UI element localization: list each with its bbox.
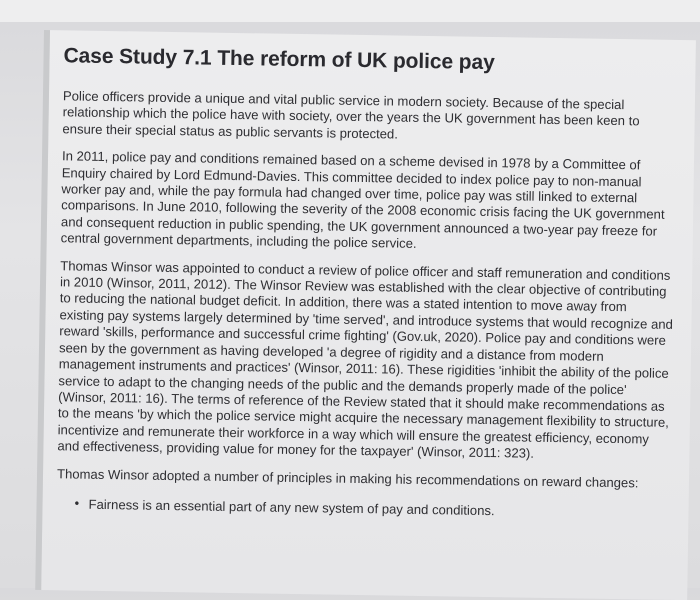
list-item	[74, 496, 670, 521]
case-study-title: Case Study 7.1 The reform of UK police pay	[63, 44, 495, 75]
principles-list	[56, 496, 670, 522]
paragraph-intro: Police officers provide a unique and vital public service in modern society. Because of the special relationship which the police have with society, over the years the UK government has been keen to ensure their special status as public servants is protected.	[62, 88, 640, 142]
paragraph-principles-intro: Thomas Winsor adopted a number of principles in making his recommendations on reward changes:	[56, 465, 639, 490]
page-top-margin	[0, 0, 700, 22]
paragraph-winsor-review: Thomas Winsor was appointed to conduct a review of police officer and staff remuneration and conditions in 2010 (Winsor, 2011, 2012). The Winsor Review was established with the clear objective of contributing to reducing the national budget deficit. In addition, there was a stated intention to move away from existing pay systems largely determined by 'time served', and introduce systems that would recognize and reward 'skills, performance and successful crime fighting' (Gov.uk, 2020). Police pay and conditions were seen by the government as having developed 'a degree of rigidity and a distance from modern management instruments and practices' (Winsor, 2011: 16). These rigidities 'inhibit the ability of the police service to adapt to the changing needs of the public and the demands properly made of the police' (Winsor, 2011: 16). The terms of reference of the Review stated that it should make recommendations as to the means 'by which the police service might acquire the necessary management flexibility to structure, incentivize and remunerate their workforce in a way which will ensure the greatest efficiency, economy and effectiveness, providing value for money for the taxpayer' (Winsor, 2011: 323).	[57, 257, 674, 461]
list-item-text: Fairness is an essential part of any new system of pay and conditions.	[88, 496, 495, 519]
bullet-icon: •	[74, 495, 80, 511]
paragraph-history: In 2011, police pay and conditions remained based on a scheme devised in 1978 by a Committee of Enquiry chaired by Lord Edmund-Davies. This committee decided to index police pay to non-manual worker pay and, while the pay formula had changed over time, police pay was still linked to external comparisons. In June 2010, following the severity of the 2008 economic crisis facing the UK government and consequent reduction in public spending, the UK government announced a two-year pay freeze for central government departments, including the police service.	[60, 148, 665, 252]
case-study-content	[42, 30, 695, 522]
case-study-box	[35, 30, 696, 600]
